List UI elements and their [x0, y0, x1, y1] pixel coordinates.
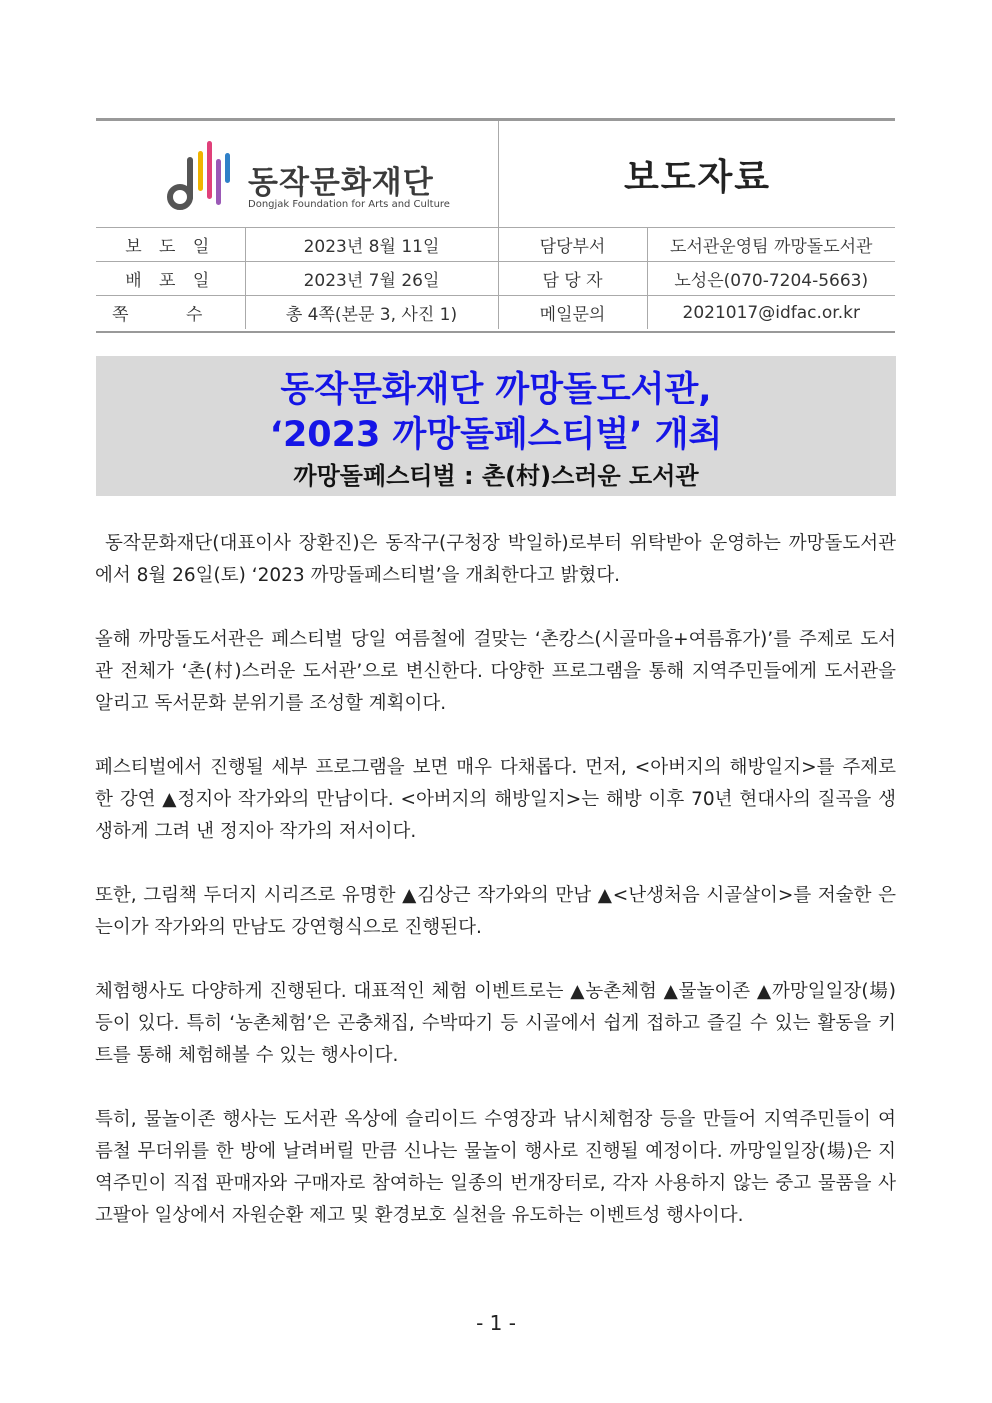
paragraph-6: 특히, 물놀이존 행사는 도서관 옥상에 슬리이드 수영장과 낚시체험장 등을 만들어 지역주민들이 여름철 무더위를 한 방에 날려버릴 만큼 신나는 물놀이 행사로 진행될 예정이다. 까망일일장(場)은 지역주민이 직접 판매자와 구매자로 참여하는 일종의 번개장터로, 각자 사용하지 않는 중고 물품을 사고팔아 일상에서 자원순환 제고 및 환경보호 실천을 유도하는 이벤트성 행사이다. [95, 1109, 896, 1226]
info-table [96, 227, 895, 329]
logo-name-ko: 동작문화재단 [248, 165, 434, 201]
paragraph-2: 올해 까망돌도서관은 페스티벌 당일 여름철에 걸맞는 ‘촌캉스(시골마을+여름휴가)’를 주제로 도서관 전체가 ‘촌(村)스러운 도서관’으로 변신한다. 다양한 프로그램을 통해 지역주민들에게 도서관을 알리고 독서문화 분위기를 조성할 계획이다. [95, 629, 896, 714]
doc-type-title: 보도자료 [623, 156, 772, 198]
header-top-row [96, 121, 895, 227]
page-number: - 1 - [476, 1311, 516, 1335]
table-row [96, 262, 895, 296]
department-value: 도서관운영팀 까망돌도서관 [647, 228, 895, 262]
release-date-label: 보 도 일 [96, 228, 245, 262]
paragraph-4: 또한, 그림책 두더지 시리즈로 유명한 ▲김상근 작가와의 만남 ▲<난생처음 시골살이>를 저술한 은는이가 작가와의 만남도 강연형식으로 진행된다. [95, 885, 896, 938]
page-count-value: 총 4쪽(본문 3, 사진 1) [245, 296, 498, 330]
doc-type-cell [498, 121, 896, 227]
headline-banner [96, 356, 896, 496]
headline-line-2: ‘2023 까망돌페스티벌’ 개최 [269, 415, 723, 455]
paragraph-5: 체험행사도 다양하게 진행된다. 대표적인 체험 이벤트로는 ▲농촌체험 ▲물놀이존 ▲까망일일장(場) 등이 있다. 특히 ‘농촌체험’은 곤충채집, 수박따기 등 시골에서 쉽게 접하고 즐길 수 있는 활동을 키트를 통해 체험해볼 수 있는 행사이다. [95, 981, 896, 1066]
table-row [96, 228, 895, 262]
distribution-date-value: 2023년 7월 26일 [245, 262, 498, 296]
release-date-value: 2023년 8월 11일 [245, 228, 498, 262]
headline-subtitle: 까망돌페스티벌 : 촌(村)스러운 도서관 [293, 462, 699, 490]
department-label: 담당부서 [498, 228, 647, 262]
foundation-logo-mark-icon [166, 137, 236, 217]
headline-line-1: 동작문화재단 까망돌도서관, [280, 370, 712, 410]
contact-person-value: 노성은(070-7204-5663) [647, 262, 895, 296]
article-body [95, 528, 896, 1264]
paragraph-1: 동작문화재단(대표이사 장환진)은 동작구(구청장 박일하)로부터 위탁받아 운영하는 까망돌도서관에서 8월 26일(토) ‘2023 까망돌페스티벌’을 개최한다고 밝혔다. [95, 533, 896, 586]
logo-name-en: Dongjak Foundation for Arts and Culture [248, 199, 450, 210]
logo-cell [96, 121, 498, 227]
email-value: 2021017@idfac.or.kr [647, 296, 895, 330]
press-release-header [96, 118, 895, 333]
distribution-date-label: 배 포 일 [96, 262, 245, 296]
foundation-logo [166, 137, 466, 217]
paragraph-3: 페스티벌에서 진행될 세부 프로그램을 보면 매우 다채롭다. 먼저, <아버지의 해방일지>를 주제로 한 강연 ▲정지아 작가와의 만남이다. <아버지의 해방일지>는 해방 이후 70년 현대사의 질곡을 생생하게 그려 낸 정지아 작가의 저서이다. [95, 757, 896, 842]
email-label: 메일문의 [498, 296, 647, 330]
contact-person-label: 담 당 자 [498, 262, 647, 296]
table-row [96, 296, 895, 330]
page-count-label: 쪽 수 [96, 296, 245, 330]
